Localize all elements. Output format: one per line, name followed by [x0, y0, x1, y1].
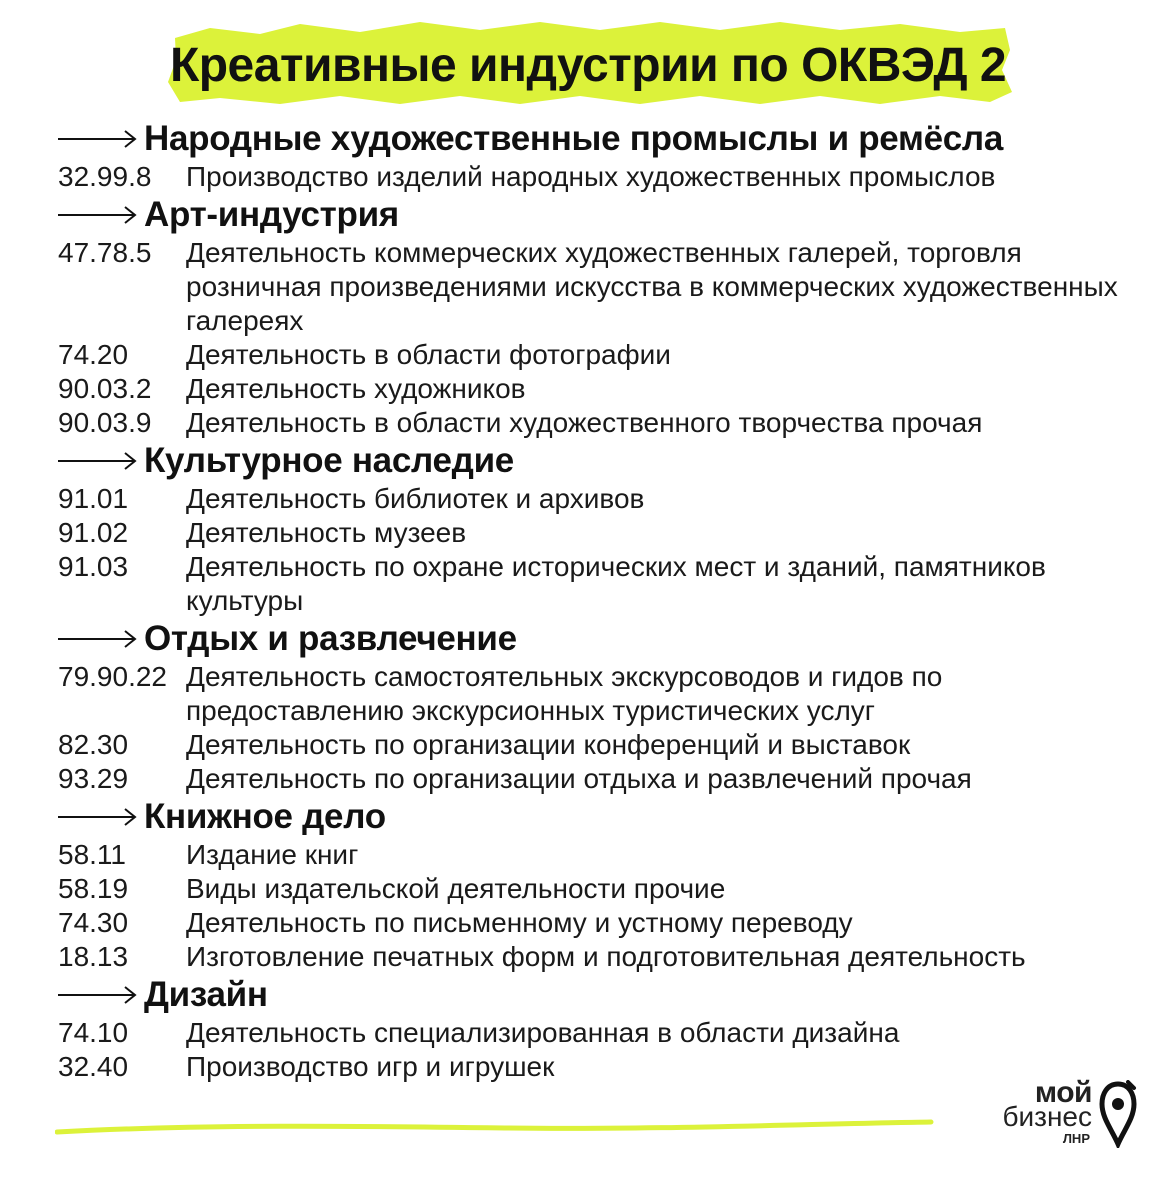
list-item	[58, 660, 1138, 728]
list-item	[58, 1016, 1138, 1050]
list-item	[58, 550, 1138, 618]
logo-text-line3: ЛНР	[1062, 1131, 1090, 1146]
okved-code: 91.03	[58, 551, 129, 582]
section-title: Народные художественные промыслы и ремёсла	[144, 119, 1004, 158]
list-item	[58, 940, 1138, 974]
location-pin-icon	[1098, 1080, 1138, 1148]
section-title: Дизайн	[144, 975, 268, 1014]
title-banner	[0, 10, 1176, 120]
list-item	[58, 160, 1138, 194]
list-item	[58, 1050, 1138, 1084]
okved-description: Деятельность библиотек и архивов	[186, 483, 645, 514]
okved-code: 58.19	[58, 873, 129, 904]
arrow-right-icon	[58, 129, 138, 149]
page-title: Креативные индустрии по ОКВЭД 2	[169, 39, 1007, 92]
okved-code: 93.29	[58, 763, 129, 794]
arrow-right-icon	[58, 985, 138, 1005]
okved-code: 91.01	[58, 483, 129, 514]
okved-code: 32.99.8	[58, 161, 152, 192]
list-item	[58, 838, 1138, 872]
list-item	[58, 906, 1138, 940]
okved-description: Деятельность специализированная в области дизайна	[186, 1017, 900, 1048]
okved-description: Деятельность художников	[186, 373, 526, 404]
logo-text-line2: бизнес	[1002, 1101, 1092, 1132]
okved-description: Деятельность коммерческих художественных галерей, торговля розничная произведениями искусства в коммерческих художественных галереях	[186, 237, 1118, 336]
okved-code: 58.11	[58, 839, 126, 870]
logo-text-line1: мой	[1034, 1076, 1092, 1109]
okved-code: 82.30	[58, 729, 129, 760]
section	[58, 796, 1138, 974]
list-item	[58, 406, 1138, 440]
arrow-right-icon	[58, 629, 138, 649]
section	[58, 194, 1138, 440]
decorative-underline	[55, 1118, 935, 1138]
okved-description: Деятельность по письменному и устному переводу	[186, 907, 853, 938]
okved-description: Деятельность музеев	[186, 517, 467, 548]
okved-code: 91.02	[58, 517, 129, 548]
list-item	[58, 516, 1138, 550]
okved-description: Деятельность в области фотографии	[186, 339, 671, 370]
list-item	[58, 338, 1138, 372]
okved-description: Виды издательской деятельности прочие	[186, 873, 726, 904]
okved-code: 79.90.22	[58, 661, 167, 692]
list-item	[58, 762, 1138, 796]
okved-description: Изготовление печатных форм и подготовительная деятельность	[186, 941, 1026, 972]
okved-description: Производство изделий народных художественных промыслов	[186, 161, 996, 192]
brand-logo	[990, 1078, 1150, 1148]
section	[58, 118, 1138, 194]
okved-code: 32.40	[58, 1051, 129, 1082]
okved-code: 90.03.9	[58, 407, 152, 438]
section-header	[58, 194, 1138, 236]
okved-code: 74.10	[58, 1017, 129, 1048]
section-title: Арт-индустрия	[144, 195, 399, 234]
section-title: Книжное дело	[144, 797, 386, 836]
okved-description: Деятельность по организации конференций и выставок	[186, 729, 911, 760]
section	[58, 440, 1138, 618]
sections-list	[58, 118, 1138, 1084]
section-title: Культурное наследие	[144, 441, 514, 480]
section-header	[58, 974, 1138, 1016]
okved-code: 90.03.2	[58, 373, 152, 404]
section	[58, 974, 1138, 1084]
okved-description: Деятельность по организации отдыха и развлечений прочая	[186, 763, 972, 794]
list-item	[58, 728, 1138, 762]
okved-code: 47.78.5	[58, 237, 152, 268]
okved-description: Производство игр и игрушек	[186, 1051, 555, 1082]
okved-description: Деятельность в области художественного творчества прочая	[186, 407, 983, 438]
okved-description: Деятельность по охране исторических мест и зданий, памятников культуры	[186, 551, 1046, 616]
section-title: Отдых и развлечение	[144, 619, 517, 658]
list-item	[58, 236, 1138, 338]
okved-code: 74.20	[58, 339, 129, 370]
arrow-right-icon	[58, 205, 138, 225]
section-header	[58, 440, 1138, 482]
list-item	[58, 482, 1138, 516]
okved-description: Издание книг	[186, 839, 359, 870]
okved-code: 74.30	[58, 907, 129, 938]
list-item	[58, 372, 1138, 406]
arrow-right-icon	[58, 451, 138, 471]
list-item	[58, 872, 1138, 906]
section-header	[58, 796, 1138, 838]
section-header	[58, 118, 1138, 160]
section-header	[58, 618, 1138, 660]
section	[58, 618, 1138, 796]
okved-description: Деятельность самостоятельных экскурсоводов и гидов по предоставлению экскурсионных туристических услуг	[186, 661, 943, 726]
arrow-right-icon	[58, 807, 138, 827]
okved-code: 18.13	[58, 941, 129, 972]
